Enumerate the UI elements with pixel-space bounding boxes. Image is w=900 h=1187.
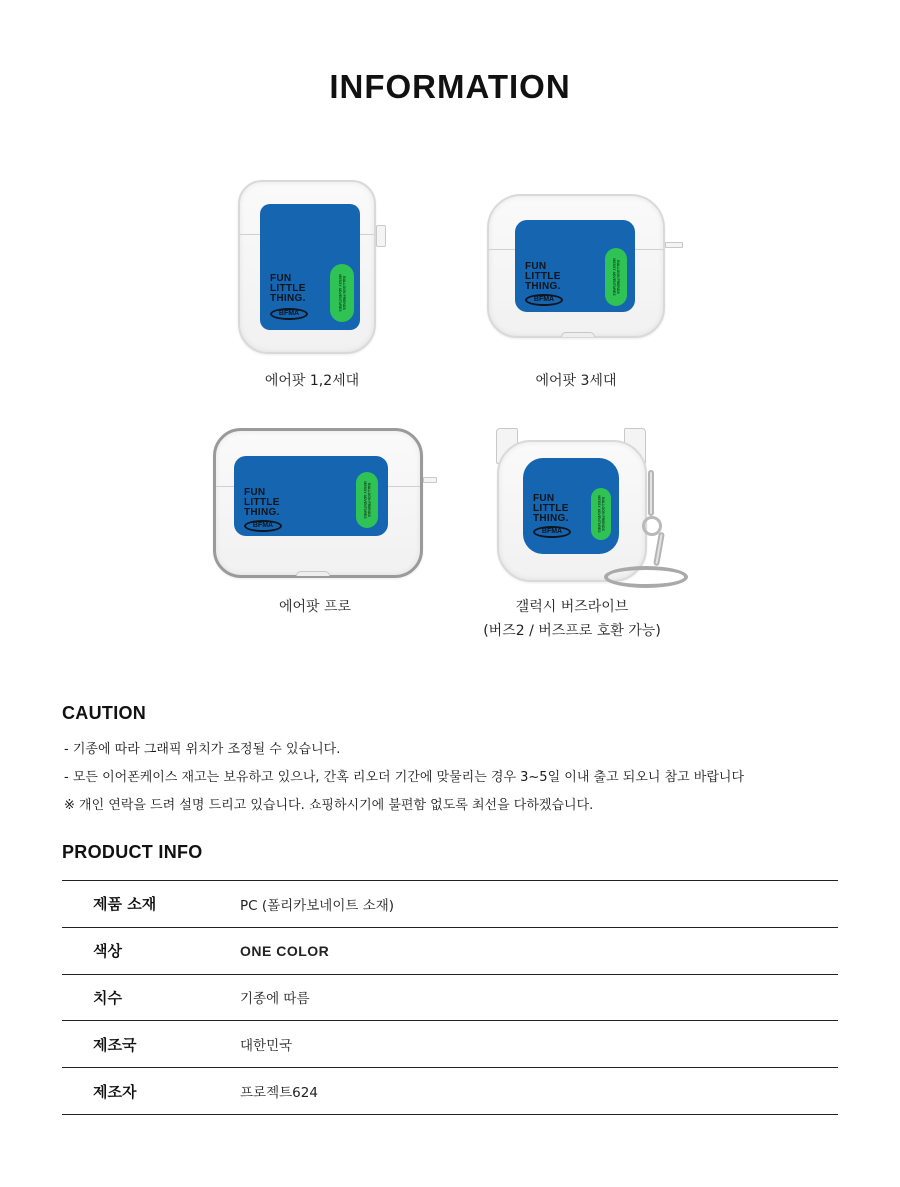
row-value: 프로젝트624	[240, 1085, 318, 1102]
row-value: ONE COLOR	[240, 942, 330, 959]
row-label: 치수	[93, 988, 122, 1007]
pill-text: BALLOON FRIENDS	[367, 483, 371, 517]
caution-heading: CAUTION	[62, 703, 147, 723]
table-row	[62, 1068, 838, 1115]
row-label: 제조자	[93, 1082, 137, 1101]
row-label: 제품 소재	[93, 895, 157, 914]
row-value: 기종에 따름	[240, 991, 310, 1008]
bfma-logo: BFMA	[533, 526, 571, 538]
hinge	[376, 225, 386, 247]
product-caption-note: (버즈2 / 버즈프로 호환 가능)	[483, 623, 661, 639]
green-label	[330, 264, 354, 322]
print-panel	[515, 220, 635, 312]
product-info-heading: PRODUCT INFO	[62, 842, 203, 862]
caution-line: - 기종에 따라 그래픽 위치가 조정될 수 있습니다.	[64, 742, 341, 757]
table-row	[62, 1021, 838, 1068]
bfma-logo: BFMA	[525, 294, 563, 306]
row-label: 색상	[93, 942, 122, 961]
pill-text: MESSY ADVENTURES	[338, 274, 342, 312]
print-text: LITTLE	[525, 271, 561, 282]
pill-text: MESSY ADVENTURES	[363, 481, 367, 519]
product-caption: 에어팟 1,2세대	[264, 373, 360, 389]
keyring-ring	[604, 566, 688, 588]
keyring-clasp	[648, 470, 654, 516]
print-panel	[234, 456, 388, 536]
pill-text: BALLOON FRIENDS	[342, 276, 346, 310]
product-caption: 에어팟 3세대	[535, 373, 617, 389]
hinge	[665, 242, 683, 248]
print-text: LITTLE	[270, 283, 306, 294]
print-text: THING.	[270, 293, 306, 304]
pill-text: BALLOON FRIENDS	[616, 260, 620, 294]
green-label	[591, 488, 611, 540]
print-text: THING.	[533, 513, 569, 524]
row-value: PC (폴리카보네이트 소재)	[240, 897, 395, 914]
print-text: THING.	[525, 281, 561, 292]
keyring-chain	[653, 532, 665, 567]
galaxy-buds-live-case-image	[497, 440, 647, 582]
print-text: FUN	[270, 273, 292, 284]
bfma-logo: BFMA	[244, 520, 282, 532]
print-text: LITTLE	[244, 497, 280, 508]
airpods-3-case-image	[487, 194, 665, 338]
product-info-table	[62, 880, 838, 1115]
airpods-pro-case-image	[213, 428, 423, 578]
table-row	[62, 975, 838, 1022]
print-panel	[523, 458, 619, 554]
green-label	[605, 248, 627, 306]
print-text: LITTLE	[533, 503, 569, 514]
table-row	[62, 928, 838, 975]
print-text: FUN	[525, 261, 547, 272]
row-label: 제조국	[93, 1035, 137, 1054]
product-caption: 에어팟 프로	[278, 599, 352, 615]
pill-text: MESSY ADVENTURES	[597, 495, 601, 533]
caution-line: ※ 개인 연락을 드려 설명 드리고 있습니다. 쇼핑하시기에 불편함 없도록 최선을 다하겠습니다.	[64, 798, 594, 813]
bfma-logo: BFMA	[270, 308, 308, 320]
caution-line: - 모든 이어폰케이스 재고는 보유하고 있으나, 간혹 리오더 기간에 맞물리는 경우 3~5일 이내 출고 되오니 참고 바랍니다	[64, 770, 745, 785]
print-text: FUN	[533, 493, 555, 504]
print-panel	[260, 204, 360, 330]
pill-text: MESSY ADVENTURES	[612, 258, 616, 296]
row-value: 대한민국	[240, 1038, 293, 1055]
print-text: THING.	[244, 507, 280, 518]
print-text: FUN	[244, 487, 266, 498]
page-title: INFORMATION	[329, 68, 571, 105]
product-caption: 갤럭시 버즈라이브	[515, 599, 629, 615]
green-label	[356, 472, 378, 528]
hinge	[423, 477, 437, 483]
airpods-1-2-case-image	[238, 180, 376, 354]
table-row	[62, 881, 838, 928]
pill-text: BALLOON FRIENDS	[601, 497, 605, 531]
